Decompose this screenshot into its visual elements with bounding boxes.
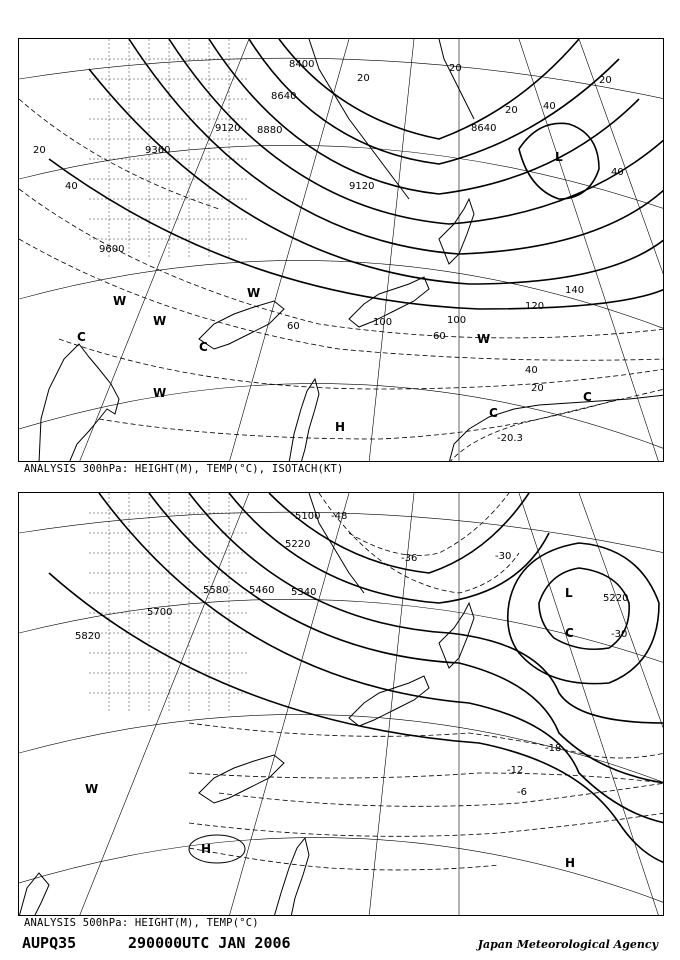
pressure-symbols-500 <box>85 586 575 870</box>
warm-symbol: W <box>85 782 99 796</box>
isotach-label: 100 <box>373 317 393 328</box>
isotach-label: 140 <box>565 285 585 296</box>
isotach-label: 40 <box>525 365 538 376</box>
height-label: 5580 <box>203 585 229 596</box>
isotach-label: 20 <box>33 145 46 156</box>
height-label: 8880 <box>257 125 283 136</box>
height-label: 9600 <box>99 244 125 255</box>
isotach-label: 120 <box>525 301 545 312</box>
isotach-label: 40 <box>611 167 624 178</box>
isotach-label: 40 <box>65 181 78 192</box>
isotach-label: 20 <box>599 75 612 86</box>
height-label: 5820 <box>75 631 101 642</box>
height-label: 5460 <box>249 585 275 596</box>
isotach-label: 20 <box>357 73 370 84</box>
low-pressure-symbol: L <box>555 150 563 164</box>
isotach-label: 100 <box>447 315 467 326</box>
chart-300hpa <box>18 38 664 462</box>
valid-time: 290000UTC JAN 2006 <box>128 934 291 952</box>
high-pressure-symbol: H <box>201 842 212 856</box>
height-label: 5100 <box>295 511 321 522</box>
caption-300hpa: ANALYSIS 300hPa: HEIGHT(M), TEMP(°C), ISOTACH(KT) <box>24 463 344 475</box>
cold-symbol: C <box>489 406 498 420</box>
cold-symbol: C <box>77 330 86 344</box>
caption-500hpa: ANALYSIS 500hPa: HEIGHT(M), TEMP(°C) <box>24 917 259 929</box>
temperature-label: -6 <box>517 787 527 798</box>
height-label: 9120 <box>349 181 375 192</box>
hatch-area-500 <box>89 493 249 713</box>
chart-code: AUPQ35 <box>22 934 77 952</box>
latlon-grid-500 <box>19 493 664 916</box>
cold-symbol: C <box>199 340 208 354</box>
warm-symbol: W <box>247 286 261 300</box>
temperature-label: -36 <box>401 553 418 564</box>
height-label: 9360 <box>145 145 171 156</box>
warm-symbol: W <box>153 386 167 400</box>
isotach-label: 60 <box>433 331 446 342</box>
map-300hpa <box>19 39 664 462</box>
high-pressure-ring <box>189 835 245 863</box>
high-pressure-symbol: H <box>565 856 576 870</box>
high-pressure-symbol: H <box>335 420 346 434</box>
height-labels-300 <box>99 59 496 255</box>
coastline-300 <box>39 39 664 462</box>
chart-500hpa <box>18 492 664 916</box>
low-pressure-symbol: L <box>565 586 573 600</box>
isotach-label: 40 <box>543 101 556 112</box>
isotach-label: 20 <box>531 383 544 394</box>
warm-symbol: W <box>153 314 167 328</box>
map-500hpa <box>19 493 664 916</box>
isotach-label: 20 <box>505 105 518 116</box>
height-label: 8640 <box>471 123 497 134</box>
height-label: 5340 <box>291 587 317 598</box>
warm-symbol: W <box>113 294 127 308</box>
temperature-label: -30 <box>611 629 628 640</box>
height-label: 8640 <box>271 91 297 102</box>
cold-symbol: C <box>565 626 574 640</box>
height-label: 8400 <box>289 59 315 70</box>
height-label: 5220 <box>285 539 311 550</box>
isotach-label: 20 <box>449 63 462 74</box>
temperature-label: -20.3 <box>497 433 523 444</box>
temperature-label: -30 <box>495 551 512 562</box>
temperature-label: -12 <box>507 765 524 776</box>
height-contours-500 <box>49 493 664 863</box>
cold-symbol: C <box>583 390 592 404</box>
height-label: 5220 <box>603 593 629 604</box>
temperature-label: -18 <box>545 743 562 754</box>
height-label: 5700 <box>147 607 173 618</box>
agency-name: Japan Meteorological Agency <box>477 938 658 951</box>
height-label: 9120 <box>215 123 241 134</box>
warm-symbol: W <box>477 332 491 346</box>
temperature-label: -48 <box>331 511 348 522</box>
isotach-label: 60 <box>287 321 300 332</box>
temperature-labels-500 <box>331 511 627 798</box>
